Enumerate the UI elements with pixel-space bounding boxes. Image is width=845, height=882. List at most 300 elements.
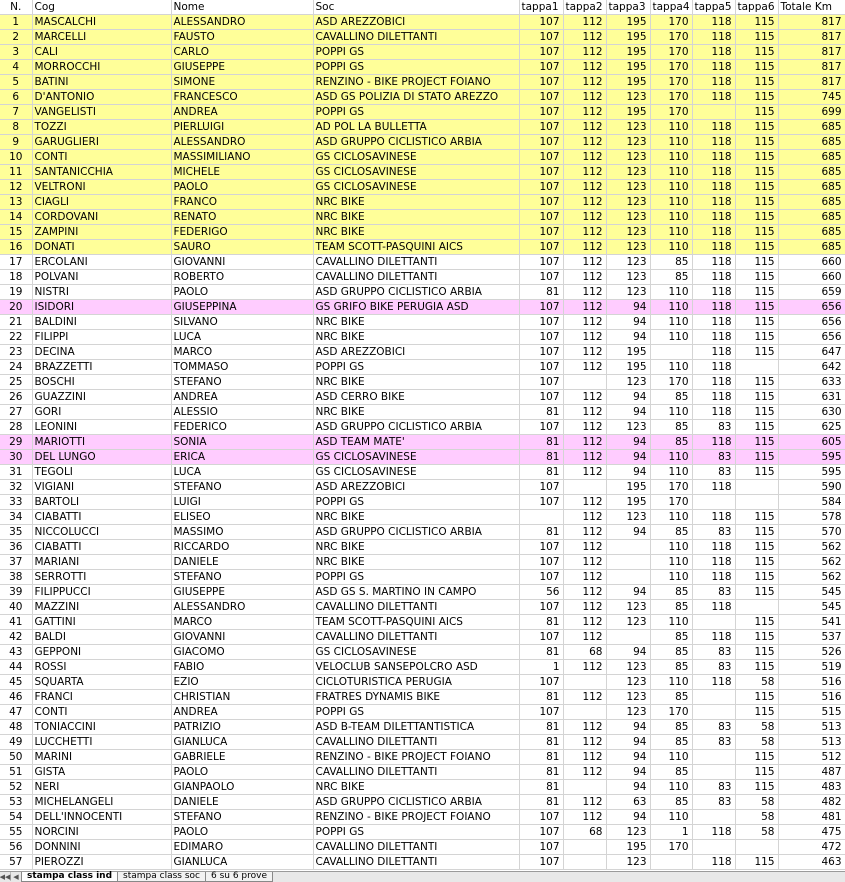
cell-tappa6[interactable]: 115 (735, 555, 778, 570)
cell-tappa6[interactable]: 115 (735, 630, 778, 645)
cell-tappa2[interactable]: 112 (563, 450, 606, 465)
cell-tappa2[interactable]: 112 (563, 270, 606, 285)
cell-tappa4[interactable]: 85 (650, 630, 692, 645)
cell-number[interactable]: 55 (0, 825, 32, 840)
cell-tappa2[interactable]: 112 (563, 750, 606, 765)
cell-totale-km[interactable]: 685 (778, 240, 845, 255)
cell-nome[interactable]: MARCO (171, 615, 313, 630)
cell-tappa6[interactable]: 115 (735, 30, 778, 45)
cell-cognome[interactable]: MARIANI (32, 555, 171, 570)
cell-tappa6[interactable]: 115 (735, 240, 778, 255)
cell-tappa4[interactable]: 110 (650, 135, 692, 150)
cell-number[interactable]: 56 (0, 840, 32, 855)
cell-tappa6[interactable]: 58 (735, 735, 778, 750)
cell-tappa4[interactable]: 110 (650, 225, 692, 240)
cell-number[interactable]: 38 (0, 570, 32, 585)
cell-tappa5[interactable]: 118 (692, 375, 735, 390)
cell-nome[interactable]: STEFANO (171, 810, 313, 825)
cell-tappa3[interactable]: 123 (606, 675, 650, 690)
cell-nome[interactable]: PAOLO (171, 180, 313, 195)
cell-tappa6[interactable]: 115 (735, 45, 778, 60)
cell-tappa4[interactable]: 110 (650, 360, 692, 375)
cell-cognome[interactable]: BALDI (32, 630, 171, 645)
cell-tappa6[interactable]: 115 (735, 105, 778, 120)
cell-nome[interactable]: GIUSEPPINA (171, 300, 313, 315)
cell-tappa3[interactable]: 123 (606, 180, 650, 195)
cell-tappa3[interactable]: 94 (606, 780, 650, 795)
cell-tappa3[interactable]: 123 (606, 270, 650, 285)
cell-tappa3[interactable]: 123 (606, 135, 650, 150)
cell-nome[interactable]: ERICA (171, 450, 313, 465)
cell-tappa4[interactable]: 85 (650, 690, 692, 705)
cell-tappa5[interactable]: 118 (692, 675, 735, 690)
header-cell-tappa1[interactable]: tappa1 (519, 0, 563, 15)
cell-tappa6[interactable]: 115 (735, 390, 778, 405)
cell-number[interactable]: 3 (0, 45, 32, 60)
cell-tappa3[interactable]: 94 (606, 525, 650, 540)
cell-tappa5[interactable]: 118 (692, 240, 735, 255)
cell-societa[interactable]: GS GRIFO BIKE PERUGIA ASD (313, 300, 519, 315)
cell-cognome[interactable]: GORI (32, 405, 171, 420)
prev-sheet-icon[interactable]: ◀ (11, 872, 22, 881)
cell-societa[interactable]: ASD GRUPPO CICLISTICO ARBIA (313, 795, 519, 810)
cell-cognome[interactable]: VIGIANI (32, 480, 171, 495)
cell-tappa1[interactable]: 107 (519, 30, 563, 45)
cell-cognome[interactable]: D'ANTONIO (32, 90, 171, 105)
cell-nome[interactable]: ROBERTO (171, 270, 313, 285)
cell-tappa4[interactable]: 110 (650, 465, 692, 480)
cell-tappa2[interactable]: 112 (563, 90, 606, 105)
cell-totale-km[interactable]: 817 (778, 60, 845, 75)
cell-tappa6[interactable]: 115 (735, 780, 778, 795)
cell-tappa4[interactable]: 110 (650, 285, 692, 300)
cell-nome[interactable]: FEDERICO (171, 420, 313, 435)
cell-totale-km[interactable]: 656 (778, 330, 845, 345)
cell-tappa1[interactable]: 107 (519, 855, 563, 870)
cell-cognome[interactable]: MICHELANGELI (32, 795, 171, 810)
cell-tappa3[interactable] (606, 540, 650, 555)
cell-societa[interactable]: NRC BIKE (313, 375, 519, 390)
cell-tappa5[interactable]: 118 (692, 270, 735, 285)
cell-cognome[interactable]: POLVANI (32, 270, 171, 285)
cell-societa[interactable]: CAVALLINO DILETTANTI (313, 600, 519, 615)
cell-tappa2[interactable]: 112 (563, 105, 606, 120)
cell-cognome[interactable]: LUCCHETTI (32, 735, 171, 750)
cell-cognome[interactable]: MASCALCHI (32, 15, 171, 30)
cell-number[interactable]: 12 (0, 180, 32, 195)
cell-tappa1[interactable]: 107 (519, 225, 563, 240)
cell-tappa1[interactable]: 56 (519, 585, 563, 600)
cell-tappa5[interactable]: 118 (692, 255, 735, 270)
cell-societa[interactable]: AD POL LA BULLETTA (313, 120, 519, 135)
cell-tappa2[interactable]: 112 (563, 630, 606, 645)
cell-number[interactable]: 35 (0, 525, 32, 540)
cell-societa[interactable]: POPPI GS (313, 45, 519, 60)
cell-tappa4[interactable]: 85 (650, 585, 692, 600)
cell-totale-km[interactable]: 660 (778, 270, 845, 285)
cell-totale-km[interactable]: 512 (778, 750, 845, 765)
cell-societa[interactable]: ASD GS POLIZIA DI STATO AREZZO (313, 90, 519, 105)
cell-nome[interactable]: ANDREA (171, 705, 313, 720)
cell-number[interactable]: 8 (0, 120, 32, 135)
cell-tappa4[interactable]: 85 (650, 600, 692, 615)
cell-number[interactable]: 34 (0, 510, 32, 525)
cell-societa[interactable]: POPPI GS (313, 60, 519, 75)
cell-cognome[interactable]: MAZZINI (32, 600, 171, 615)
cell-tappa3[interactable]: 195 (606, 105, 650, 120)
cell-number[interactable]: 48 (0, 720, 32, 735)
cell-tappa4[interactable]: 85 (650, 795, 692, 810)
cell-totale-km[interactable]: 685 (778, 165, 845, 180)
cell-tappa2[interactable]: 112 (563, 765, 606, 780)
cell-tappa2[interactable]: 112 (563, 600, 606, 615)
cell-tappa2[interactable]: 112 (563, 615, 606, 630)
cell-tappa1[interactable]: 81 (519, 690, 563, 705)
cell-tappa6[interactable]: 115 (735, 150, 778, 165)
cell-nome[interactable]: LUCA (171, 465, 313, 480)
cell-tappa4[interactable]: 110 (650, 540, 692, 555)
cell-tappa6[interactable]: 115 (735, 450, 778, 465)
cell-number[interactable]: 45 (0, 675, 32, 690)
cell-tappa2[interactable]: 112 (563, 135, 606, 150)
cell-tappa1[interactable]: 107 (519, 570, 563, 585)
header-cell-nome[interactable]: Nome (171, 0, 313, 15)
cell-number[interactable]: 27 (0, 405, 32, 420)
cell-tappa1[interactable]: 107 (519, 375, 563, 390)
cell-tappa6[interactable]: 115 (735, 750, 778, 765)
cell-nome[interactable]: GABRIELE (171, 750, 313, 765)
cell-number[interactable]: 9 (0, 135, 32, 150)
cell-tappa5[interactable] (692, 750, 735, 765)
cell-tappa1[interactable]: 107 (519, 420, 563, 435)
cell-tappa6[interactable]: 115 (735, 180, 778, 195)
cell-totale-km[interactable]: 475 (778, 825, 845, 840)
cell-number[interactable]: 7 (0, 105, 32, 120)
cell-tappa6[interactable]: 115 (735, 705, 778, 720)
cell-totale-km[interactable]: 541 (778, 615, 845, 630)
cell-nome[interactable]: MASSIMO (171, 525, 313, 540)
cell-tappa6[interactable]: 58 (735, 720, 778, 735)
cell-cognome[interactable]: SANTANICCHIA (32, 165, 171, 180)
cell-tappa6[interactable]: 58 (735, 795, 778, 810)
cell-tappa4[interactable]: 1 (650, 825, 692, 840)
cell-tappa3[interactable]: 94 (606, 405, 650, 420)
cell-tappa3[interactable]: 195 (606, 60, 650, 75)
cell-tappa4[interactable]: 110 (650, 810, 692, 825)
cell-tappa3[interactable]: 94 (606, 315, 650, 330)
cell-tappa1[interactable]: 107 (519, 180, 563, 195)
cell-tappa1[interactable]: 107 (519, 315, 563, 330)
cell-societa[interactable]: POPPI GS (313, 570, 519, 585)
cell-tappa5[interactable]: 118 (692, 75, 735, 90)
cell-cognome[interactable]: ROSSI (32, 660, 171, 675)
cell-tappa2[interactable]: 68 (563, 645, 606, 660)
cell-nome[interactable]: MASSIMILIANO (171, 150, 313, 165)
cell-cognome[interactable]: ISIDORI (32, 300, 171, 315)
cell-societa[interactable]: ASD GRUPPO CICLISTICO ARBIA (313, 135, 519, 150)
cell-tappa2[interactable]: 112 (563, 420, 606, 435)
cell-cognome[interactable]: TOZZI (32, 120, 171, 135)
cell-societa[interactable]: NRC BIKE (313, 510, 519, 525)
cell-number[interactable]: 19 (0, 285, 32, 300)
cell-number[interactable]: 23 (0, 345, 32, 360)
cell-tappa3[interactable]: 123 (606, 705, 650, 720)
cell-totale-km[interactable]: 545 (778, 600, 845, 615)
cell-number[interactable]: 26 (0, 390, 32, 405)
cell-number[interactable]: 28 (0, 420, 32, 435)
cell-totale-km[interactable]: 463 (778, 855, 845, 870)
header-cell-tappa3[interactable]: tappa3 (606, 0, 650, 15)
cell-tappa5[interactable]: 118 (692, 510, 735, 525)
cell-tappa3[interactable]: 123 (606, 690, 650, 705)
cell-societa[interactable]: CAVALLINO DILETTANTI (313, 30, 519, 45)
cell-tappa3[interactable]: 123 (606, 660, 650, 675)
cell-cognome[interactable]: VANGELISTI (32, 105, 171, 120)
cell-tappa6[interactable]: 115 (735, 570, 778, 585)
cell-tappa6[interactable] (735, 495, 778, 510)
cell-totale-km[interactable]: 685 (778, 210, 845, 225)
cell-number[interactable]: 15 (0, 225, 32, 240)
cell-tappa3[interactable]: 123 (606, 375, 650, 390)
cell-tappa2[interactable]: 112 (563, 405, 606, 420)
cell-totale-km[interactable]: 660 (778, 255, 845, 270)
cell-number[interactable]: 31 (0, 465, 32, 480)
cell-tappa2[interactable]: 112 (563, 510, 606, 525)
cell-nome[interactable]: EDIMARO (171, 840, 313, 855)
cell-cognome[interactable]: FILIPPUCCI (32, 585, 171, 600)
cell-cognome[interactable]: SQUARTA (32, 675, 171, 690)
cell-tappa1[interactable]: 107 (519, 135, 563, 150)
cell-tappa3[interactable]: 94 (606, 300, 650, 315)
cell-totale-km[interactable]: 685 (778, 195, 845, 210)
cell-cognome[interactable]: GISTA (32, 765, 171, 780)
header-cell-tappa2[interactable]: tappa2 (563, 0, 606, 15)
cell-societa[interactable]: NRC BIKE (313, 195, 519, 210)
cell-societa[interactable]: RENZINO - BIKE PROJECT FOIANO (313, 75, 519, 90)
cell-societa[interactable]: ASD GRUPPO CICLISTICO ARBIA (313, 420, 519, 435)
cell-number[interactable]: 43 (0, 645, 32, 660)
cell-cognome[interactable]: DEL LUNGO (32, 450, 171, 465)
cell-tappa1[interactable]: 107 (519, 195, 563, 210)
cell-tappa5[interactable]: 83 (692, 450, 735, 465)
cell-totale-km[interactable]: 545 (778, 585, 845, 600)
cell-tappa4[interactable]: 110 (650, 750, 692, 765)
cell-societa[interactable]: NRC BIKE (313, 315, 519, 330)
cell-tappa2[interactable]: 112 (563, 315, 606, 330)
cell-totale-km[interactable]: 483 (778, 780, 845, 795)
cell-tappa5[interactable]: 118 (692, 600, 735, 615)
cell-tappa1[interactable]: 81 (519, 750, 563, 765)
cell-tappa5[interactable]: 118 (692, 30, 735, 45)
cell-nome[interactable]: STEFANO (171, 570, 313, 585)
header-cell-cog[interactable]: Cog (32, 0, 171, 15)
cell-societa[interactable]: ASD TEAM MATE' (313, 435, 519, 450)
cell-tappa1[interactable]: 107 (519, 705, 563, 720)
cell-cognome[interactable]: GARUGLIERI (32, 135, 171, 150)
first-sheet-icon[interactable]: ◀◀ (0, 872, 11, 881)
cell-societa[interactable]: GS CICLOSAVINESE (313, 465, 519, 480)
cell-tappa1[interactable]: 81 (519, 450, 563, 465)
cell-totale-km[interactable]: 578 (778, 510, 845, 525)
cell-tappa5[interactable]: 83 (692, 720, 735, 735)
cell-tappa5[interactable]: 118 (692, 90, 735, 105)
cell-tappa3[interactable]: 195 (606, 30, 650, 45)
cell-number[interactable]: 50 (0, 750, 32, 765)
cell-totale-km[interactable]: 642 (778, 360, 845, 375)
cell-tappa6[interactable]: 58 (735, 675, 778, 690)
cell-number[interactable]: 44 (0, 660, 32, 675)
cell-totale-km[interactable]: 590 (778, 480, 845, 495)
cell-nome[interactable]: ALESSANDRO (171, 600, 313, 615)
cell-tappa1[interactable]: 81 (519, 780, 563, 795)
cell-totale-km[interactable]: 633 (778, 375, 845, 390)
cell-tappa2[interactable]: 112 (563, 225, 606, 240)
cell-number[interactable]: 54 (0, 810, 32, 825)
cell-tappa1[interactable]: 107 (519, 840, 563, 855)
cell-cognome[interactable]: BATINI (32, 75, 171, 90)
cell-societa[interactable]: CAVALLINO DILETTANTI (313, 735, 519, 750)
cell-tappa3[interactable] (606, 570, 650, 585)
cell-societa[interactable]: ASD CERRO BIKE (313, 390, 519, 405)
cell-number[interactable]: 53 (0, 795, 32, 810)
cell-tappa5[interactable]: 118 (692, 630, 735, 645)
cell-tappa2[interactable]: 112 (563, 720, 606, 735)
cell-cognome[interactable]: DONNINI (32, 840, 171, 855)
cell-tappa3[interactable]: 195 (606, 75, 650, 90)
cell-tappa5[interactable]: 118 (692, 330, 735, 345)
cell-societa[interactable]: ASD B-TEAM DILETTANTISTICA (313, 720, 519, 735)
cell-tappa1[interactable]: 81 (519, 465, 563, 480)
cell-tappa5[interactable]: 118 (692, 480, 735, 495)
cell-nome[interactable]: GIANLUCA (171, 855, 313, 870)
cell-tappa6[interactable]: 115 (735, 660, 778, 675)
cell-number[interactable]: 46 (0, 690, 32, 705)
cell-tappa4[interactable]: 110 (650, 165, 692, 180)
cell-tappa5[interactable]: 118 (692, 825, 735, 840)
cell-nome[interactable]: ALESSANDRO (171, 135, 313, 150)
cell-tappa1[interactable]: 107 (519, 555, 563, 570)
cell-nome[interactable]: CHRISTIAN (171, 690, 313, 705)
cell-tappa1[interactable]: 107 (519, 255, 563, 270)
cell-cognome[interactable]: CIABATTI (32, 510, 171, 525)
cell-tappa3[interactable]: 195 (606, 15, 650, 30)
cell-totale-km[interactable]: 699 (778, 105, 845, 120)
cell-societa[interactable]: NRC BIKE (313, 780, 519, 795)
cell-tappa3[interactable]: 123 (606, 615, 650, 630)
cell-nome[interactable]: ANDREA (171, 105, 313, 120)
cell-societa[interactable]: ASD GS S. MARTINO IN CAMPO (313, 585, 519, 600)
cell-societa[interactable]: ASD AREZZOBICI (313, 15, 519, 30)
cell-tappa3[interactable]: 195 (606, 495, 650, 510)
cell-number[interactable]: 49 (0, 735, 32, 750)
cell-cognome[interactable]: BARTOLI (32, 495, 171, 510)
cell-tappa5[interactable]: 118 (692, 300, 735, 315)
cell-totale-km[interactable]: 562 (778, 570, 845, 585)
cell-tappa5[interactable]: 118 (692, 45, 735, 60)
cell-cognome[interactable]: FRANCI (32, 690, 171, 705)
cell-totale-km[interactable]: 595 (778, 450, 845, 465)
cell-totale-km[interactable]: 562 (778, 540, 845, 555)
cell-tappa6[interactable]: 115 (735, 405, 778, 420)
cell-tappa2[interactable] (563, 840, 606, 855)
cell-cognome[interactable]: LEONINI (32, 420, 171, 435)
cell-tappa5[interactable]: 118 (692, 285, 735, 300)
cell-tappa5[interactable]: 118 (692, 165, 735, 180)
cell-societa[interactable]: NRC BIKE (313, 540, 519, 555)
cell-tappa2[interactable]: 112 (563, 60, 606, 75)
cell-tappa4[interactable] (650, 345, 692, 360)
cell-tappa2[interactable]: 112 (563, 240, 606, 255)
cell-tappa6[interactable] (735, 840, 778, 855)
cell-tappa1[interactable]: 107 (519, 345, 563, 360)
cell-nome[interactable]: FABIO (171, 660, 313, 675)
cell-tappa1[interactable]: 107 (519, 60, 563, 75)
cell-tappa4[interactable]: 110 (650, 240, 692, 255)
cell-nome[interactable]: GIUSEPPE (171, 585, 313, 600)
cell-tappa1[interactable]: 107 (519, 300, 563, 315)
cell-number[interactable]: 2 (0, 30, 32, 45)
cell-number[interactable]: 20 (0, 300, 32, 315)
cell-tappa6[interactable]: 115 (735, 525, 778, 540)
cell-tappa3[interactable]: 123 (606, 255, 650, 270)
cell-number[interactable]: 42 (0, 630, 32, 645)
cell-tappa5[interactable]: 118 (692, 150, 735, 165)
cell-tappa3[interactable]: 94 (606, 330, 650, 345)
cell-cognome[interactable]: MORROCCHI (32, 60, 171, 75)
cell-tappa2[interactable]: 112 (563, 75, 606, 90)
cell-tappa2[interactable]: 112 (563, 150, 606, 165)
cell-cognome[interactable]: CIAGLI (32, 195, 171, 210)
cell-tappa1[interactable]: 107 (519, 15, 563, 30)
cell-tappa6[interactable]: 115 (735, 690, 778, 705)
cell-tappa5[interactable]: 83 (692, 645, 735, 660)
cell-tappa4[interactable]: 110 (650, 120, 692, 135)
cell-societa[interactable]: ASD AREZZOBICI (313, 345, 519, 360)
cell-societa[interactable]: POPPI GS (313, 825, 519, 840)
cell-tappa2[interactable]: 112 (563, 195, 606, 210)
header-cell-tappa4[interactable]: tappa4 (650, 0, 692, 15)
cell-societa[interactable]: GS CICLOSAVINESE (313, 180, 519, 195)
cell-tappa6[interactable]: 115 (735, 120, 778, 135)
cell-cognome[interactable]: CONTI (32, 705, 171, 720)
cell-cognome[interactable]: BRAZZETTI (32, 360, 171, 375)
cell-nome[interactable]: STEFANO (171, 375, 313, 390)
cell-societa[interactable]: POPPI GS (313, 360, 519, 375)
cell-tappa1[interactable]: 81 (519, 795, 563, 810)
cell-cognome[interactable]: GATTINI (32, 615, 171, 630)
cell-totale-km[interactable]: 625 (778, 420, 845, 435)
cell-totale-km[interactable]: 472 (778, 840, 845, 855)
cell-tappa3[interactable]: 195 (606, 345, 650, 360)
cell-cognome[interactable]: DONATI (32, 240, 171, 255)
cell-tappa1[interactable]: 107 (519, 165, 563, 180)
cell-tappa4[interactable]: 110 (650, 405, 692, 420)
cell-number[interactable]: 33 (0, 495, 32, 510)
cell-tappa2[interactable]: 112 (563, 555, 606, 570)
cell-nome[interactable]: CARLO (171, 45, 313, 60)
cell-societa[interactable]: CAVALLINO DILETTANTI (313, 270, 519, 285)
cell-tappa3[interactable] (606, 555, 650, 570)
cell-tappa4[interactable]: 110 (650, 675, 692, 690)
cell-number[interactable]: 14 (0, 210, 32, 225)
cell-tappa3[interactable]: 94 (606, 585, 650, 600)
cell-tappa4[interactable]: 170 (650, 75, 692, 90)
cell-tappa6[interactable]: 115 (735, 165, 778, 180)
cell-totale-km[interactable]: 526 (778, 645, 845, 660)
cell-tappa5[interactable]: 118 (692, 570, 735, 585)
cell-number[interactable]: 25 (0, 375, 32, 390)
cell-tappa5[interactable]: 118 (692, 345, 735, 360)
